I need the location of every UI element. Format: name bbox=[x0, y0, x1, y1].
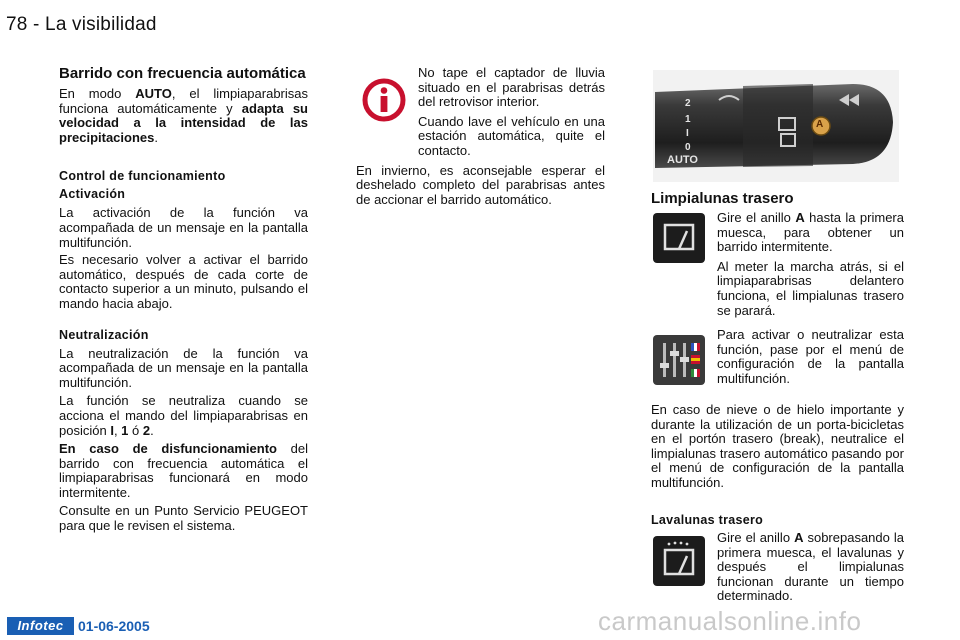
warning-paragraph-2: Cuando lave el vehículo en una estación automática, quite el contacto. bbox=[418, 113, 605, 158]
config-paragraph: Para activar o neutralizar esta función, pase por el menú de configuración de la pantalla multifunción. bbox=[717, 327, 904, 386]
neutralization-paragraph-2: La función se neutraliza cuando se acciona el mando del limpiaparabrisas en posición I, 1 ó 2. bbox=[59, 393, 308, 438]
activation-paragraph-1: La activación de la función va acompañada de un mensaje en la pantalla multifunción. bbox=[59, 205, 308, 250]
neutralization-paragraph-1: La neutralización de la función va acompañada de un mensaje en la pantalla multifunción. bbox=[59, 345, 308, 390]
stalk-label-1: 1 bbox=[685, 114, 691, 125]
warning-paragraph-1: No tape el captador de lluvia situado en el parabrisas detrás del retrovisor interior. bbox=[418, 65, 605, 110]
infotec-logo: Infotec bbox=[7, 617, 74, 635]
page-number: 78 bbox=[6, 14, 28, 35]
config-menu-icon bbox=[653, 335, 705, 385]
neutralization-title: Neutralización bbox=[59, 327, 149, 342]
page-header bbox=[6, 14, 157, 36]
column-left bbox=[59, 66, 308, 534]
stalk-label-ring-a: A bbox=[816, 119, 824, 130]
stalk-label-auto: AUTO bbox=[667, 154, 698, 166]
rear-washer-paragraph: Gire el anillo A sobrepasando la primera muesca, el lavalunas y después el limpialunas funcionan durante un tiempo determinado. bbox=[717, 530, 904, 604]
page-title: La visibilidad bbox=[45, 14, 157, 35]
footer-date: 01-06-2005 bbox=[78, 618, 150, 634]
rear-wiper-paragraph-1: Gire el anillo A hasta la primera muesca, para obtener un barrido intermitente. bbox=[717, 210, 904, 255]
rear-wiper-text bbox=[651, 211, 904, 318]
activation-paragraph-2: Es necesario volver a activar el barrido automático, después de cada corte de contacto superior a un minuto, pulsando el mando hacia abajo. bbox=[59, 252, 308, 311]
header-separator: - bbox=[33, 14, 40, 35]
rear-washer-icon bbox=[653, 536, 705, 586]
activation-title: Activación bbox=[59, 187, 126, 202]
auto-mode-paragraph: En modo AUTO, el limpiaparabrisas funciona automáticamente y adapta su velocidad a la intensidad de las precipitaciones. bbox=[59, 86, 308, 145]
column-middle bbox=[356, 66, 605, 207]
stalk-label-i: I bbox=[686, 128, 689, 139]
stalk-label-2: 2 bbox=[685, 98, 691, 109]
rear-wiper-paragraph-2: Al meter la marcha atrás, si el limpiaparabrisas delantero funciona, el limpialunas trasero se parará. bbox=[717, 258, 904, 318]
wiper-stalk-photo bbox=[653, 70, 899, 182]
watermark: carmanualsonline.info bbox=[598, 606, 862, 636]
malfunction-paragraph: En caso de disfuncionamiento del barrido con frecuencia automática el limpiaparabrisas funcionará en modo intermitente. bbox=[59, 441, 308, 500]
service-paragraph: Consulte en un Punto Servicio PEUGEOT para que le revisen el sistema. bbox=[59, 503, 308, 534]
rear-wiper-title: Limpialunas trasero bbox=[651, 190, 794, 207]
section-title-auto-wipe: Barrido con frecuencia automática bbox=[59, 65, 306, 82]
stalk-label-0: 0 bbox=[685, 142, 691, 153]
snow-paragraph: En caso de nieve o de hielo importante y durante la utilización de un porta-bicicletas en el portón trasero (break), neutralice el limpialunas trasero automático pasando por el menú de configuración de la pantalla multifunción. bbox=[651, 402, 904, 490]
warning-paragraph-3: En invierno, es aconsejable esperar el deshelado completo del parabrisas antes de accionar el barrido automático. bbox=[356, 162, 605, 207]
control-title: Control de funcionamiento bbox=[59, 169, 226, 184]
rear-washer-title: Lavalunas trasero bbox=[651, 513, 764, 527]
